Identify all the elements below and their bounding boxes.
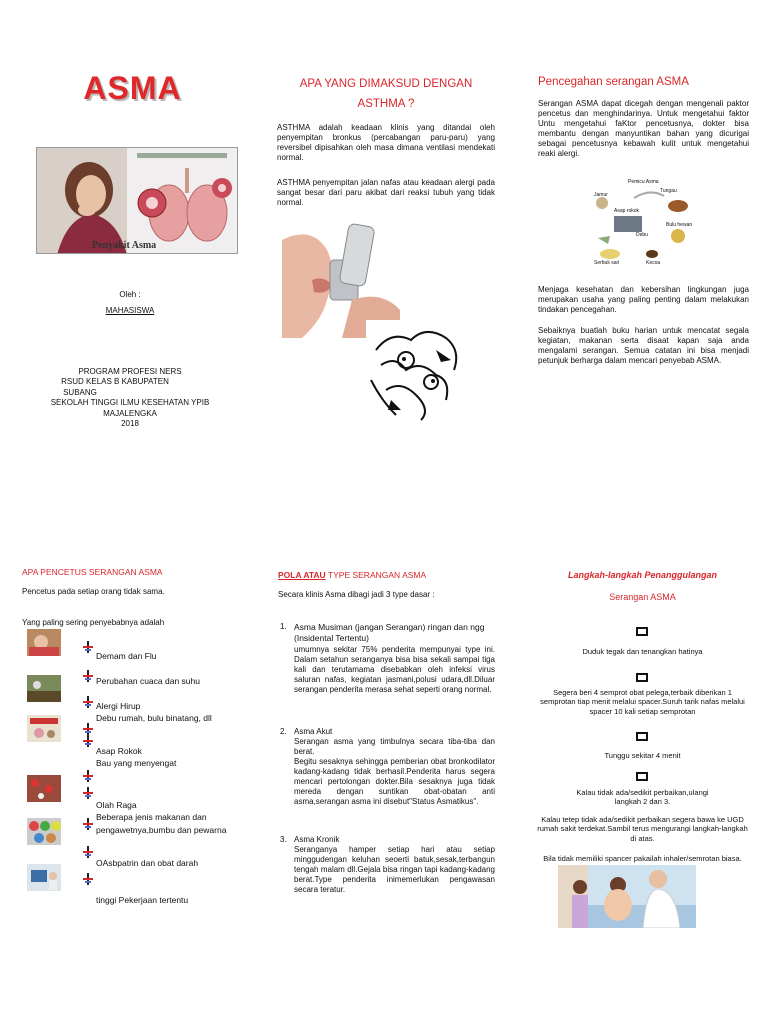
diagram-label-asap: Asap rokok <box>614 208 640 214</box>
trigger-item-8: Beberapa jenis makanan dan <box>96 812 207 822</box>
step-4-text: Kalau tidak ada/sedikit perbaikan,ulangi langkah 2 dan 3. <box>576 788 709 807</box>
steps-note-2: Bila tidak memiliki spancer pakailah inhaler/semrotan biasa. <box>543 854 742 863</box>
diagram-label-jamur: Jamur <box>594 192 608 198</box>
nurse-patient-photo <box>558 865 696 928</box>
step-2-text: Segera beri 4 semprot obat pelega,terbaik diberikan 1 semprotan tiap menit melalui spacer.Suruh tarik nafas melalui spacer 10 kali setiap semprotan <box>540 688 745 716</box>
prevention-paragraph-2: Menjaga kesehatan dan kebersihan lingkungan juga merupakan usaha yang paling penting dalam melakukan tindakan pencegahan. <box>538 285 749 314</box>
inst-line-2: RSUD KELAS B KABUPATEN <box>61 377 169 387</box>
inst-line-5: MAJALENGKA <box>103 408 157 418</box>
struggle-sketch <box>366 320 466 425</box>
type-1-title: Asma Musiman (jangan Serangan) ringan dan ngg (Insidental Tertentu) <box>294 622 485 644</box>
smoke-thumbnail <box>27 775 61 802</box>
allergy-thumbnail <box>27 715 61 742</box>
types-intro: Secara klinis Asma dibagi jadi 3 type dasar : <box>278 590 435 599</box>
diagram-label-bulu: Bulu hewan <box>666 222 693 228</box>
type-1 <box>280 622 495 695</box>
diagram-label-debu: Debu <box>636 232 648 238</box>
type-1-number: 1. <box>280 622 287 631</box>
type-2-number: 2. <box>280 727 287 736</box>
trigger-item-3: Alergi Hirup <box>96 701 141 711</box>
definition-heading-line2: ASTHMA ? <box>357 97 415 110</box>
trigger-item-11: tinggi Pekerjaan tertentu <box>96 895 189 905</box>
type-3 <box>280 835 495 895</box>
diagram-label-title: Pemicu Asma <box>628 179 659 185</box>
trigger-item-7: Olah Raga <box>96 800 137 810</box>
types-heading <box>278 570 498 581</box>
definition-paragraph-2: ASTHMA penyempitan jalan nafas atau keadaan alergi pada sangat besar dari paru akibat dari reaksi tubuh yang tidak normal. <box>277 178 495 207</box>
trigger-item-9: pengawetnya,bumbu dan pewarna <box>96 825 227 835</box>
prevention-paragraph-1: Serangan ASMA dapat dicegah dengan mengenali paktor pencetus dan menghindarinya. Untuk mengetahui faktor Untu mengetahui faKtor pencetusnya, dokter bisa membantu dengan manyuntikan bahan yang dicurigai sebagai pencetusnya kebawah kulit untuk mengetahui reaki alergi. <box>538 99 749 158</box>
step-1-box-icon <box>636 627 648 639</box>
bullet-icon <box>83 723 93 735</box>
steps-heading-line1: Langkah-langkah Penanggulangan <box>567 570 718 580</box>
inst-line-1: PROGRAM PROFESI NERS <box>78 367 182 376</box>
bullet-icon <box>83 735 93 747</box>
step-3-box-icon <box>636 732 648 744</box>
oleh-label: Oleh : <box>119 290 141 299</box>
bullet-icon <box>83 696 93 708</box>
asthma-triggers-diagram <box>590 178 698 270</box>
work-thumbnail <box>27 864 61 891</box>
type-2 <box>280 727 495 807</box>
prevention-paragraph-3: Sebaiknya buatlah buku harian untuk mencatat segala kegiatan, makanan serta disaat kapan saja anda mengalami serangan. Semua catatan ini bisa menjadi petunjuk berharga dalam mencari penyebab ASMA. <box>538 326 749 365</box>
type-3-number: 3. <box>280 835 287 844</box>
types-heading-b: TYPE SERANGAN ASMA <box>325 570 427 580</box>
diagram-label-kecoa: Kecoa <box>646 260 661 266</box>
author-label: MAHASISWA <box>105 306 155 315</box>
step-4-box-icon <box>636 772 648 784</box>
prevention-heading: Pencegahan serangan ASMA <box>538 76 689 88</box>
inst-line-6: 2018 <box>121 418 139 428</box>
steps-heading-line2: Serangan ASMA <box>609 592 676 603</box>
definition-heading-line1: APA YANG DIMAKSUD DENGAN <box>299 78 473 90</box>
bullet-icon <box>83 787 93 799</box>
step-1-text: Duduk tegak dan tenangkan hatinya <box>582 647 703 656</box>
step-3-text: Tunggu sekitar 4 menit <box>604 751 681 760</box>
type-1-body: umumnya sekitar 75% penderita mempunyai type ini. Dalam setahun seranganya bisa bisa sekali sampai tiga kali dan terutamama disebabkan oleh infeksi virus saluran nafas, kegiatan jasmani,polusi udara,dll.Diluar serangan penderita merasa sehat seperti orang normal. <box>294 644 495 694</box>
bullet-icon <box>83 641 93 653</box>
inst-line-4: SEKOLAH TINGGI ILMU KESEHATAN YPIB <box>50 398 210 408</box>
institution-block <box>30 367 230 429</box>
type-3-body: Seranganya hamper setiap hari atau setiap minggudengan keluhan seoerti batuk,sesak,terbangun tengah malam dll.Gejala bisa ringan tapi kadang-kadang berat.Type penderita inimemerlukan pengawasan secara teratur. <box>294 845 495 894</box>
type-2-body: Serangan asma yang timbulnya secara tiba-tiba dan berat. Begitu sesaknya sehingga pemberian obat bronkodilator kadang-kadang tidak berhasil.Penderita harus segera mencari pertolongan dokter.Bila sesaknya juga tidak mereda dengan suntikan obat-obatan anti asma,serangan asma ini disebut"Status Asmatikus". <box>294 737 495 806</box>
food-thumbnail <box>27 818 61 845</box>
inst-line-3: SUBANG <box>63 387 97 397</box>
step-2-box-icon <box>636 673 648 685</box>
types-heading-a: POLA ATAU <box>278 570 326 580</box>
triggers-intro: Pencetus pada setiap orang tidak sama. <box>22 587 165 596</box>
illustration-caption: Penyakit Asma <box>92 240 157 251</box>
diagram-label-serbuk: Serbuk sari <box>594 260 620 266</box>
triggers-heading: APA PENCETUS SERANGAN ASMA <box>22 567 163 577</box>
bullet-icon <box>83 818 93 830</box>
steps-heading <box>540 570 745 604</box>
bullet-icon <box>83 873 93 885</box>
triggers-lead: Yang paling sering penyebabnya adalah <box>22 618 165 627</box>
steps-note-1: Kalau tetep tidak ada/sedikit perbaikan segera bawa ke UGD rumah sakit terdekat.Sambil terus mengurangi langkah-langkah di atas. <box>537 815 748 843</box>
brochure-title: ASMA <box>83 70 182 106</box>
trigger-item-6: Bau yang menyengat <box>96 758 177 768</box>
bullet-icon <box>83 770 93 782</box>
trigger-item-1: Demam dan Flu <box>96 651 157 661</box>
asthma-illustration <box>36 147 238 254</box>
trigger-item-5: Asap Rokok <box>96 746 142 756</box>
bullet-icon <box>83 670 93 682</box>
type-2-title: Asma Akut <box>294 727 333 736</box>
diagram-label-tungau: Tungau <box>660 188 677 194</box>
bullet-icon <box>83 846 93 858</box>
definition-heading <box>276 75 496 114</box>
trigger-item-2: Perubahan cuaca dan suhu <box>96 676 200 686</box>
weather-thumbnail <box>27 675 61 702</box>
trigger-item-4: Debu rumah, bulu binatang, dll <box>96 713 212 723</box>
type-3-title: Asma Kronik <box>294 835 340 844</box>
flu-thumbnail <box>27 629 61 656</box>
trigger-item-10: OAsbpatrin dan obat darah <box>96 858 199 868</box>
definition-paragraph-1: ASTHMA adalah keadaan klinis yang ditandai oleh penyempitan bronkus (percabangan paru-paru) yang reversibel dipisahkan oleh masa dimana ventilasi mendekati normal. <box>277 123 495 162</box>
